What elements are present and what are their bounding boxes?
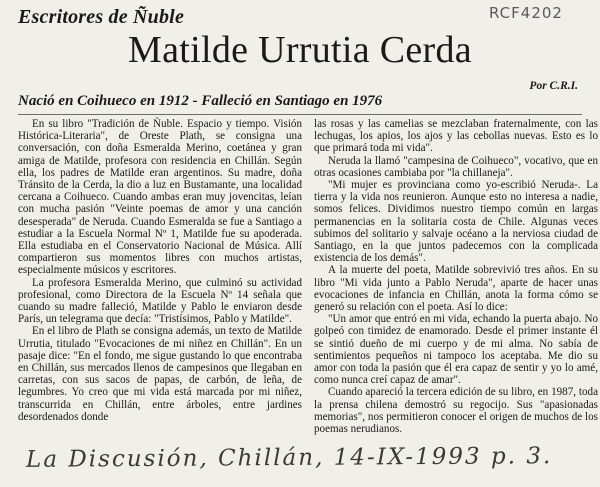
paragraph: "Un amor que entró en mi vida, echando la puerta abajo. No golpeó con timidez de enamorado. Desde el primer instante él se sintió dueño de mi cuerpo y de mi alma. No sabía de sentimientos pequeños ni tampoco los aceptaba. Me dio su amor con toda la pasión que él era capaz de sentir y yo lo amé, como nunca creí capaz de amar". <box>314 313 598 387</box>
paragraph: "Mi mujer es provinciana como yo-escribió Neruda-. La tierra y la vida nos reunieron. Aunque esto no interesa a nadie, somos felices. Dividimos nuestro tiempo común en largas permanencias en la solitaria costa de Chile. Algunas veces subimos del solitario y salvaje océano a la nerviosa ciudad de Santiago, en la que juntos padecemos con la complicada existencia de los demás". <box>314 179 598 265</box>
divider <box>18 114 582 115</box>
article-subtitle: Nació en Coihueco en 1912 - Falleció en Santiago en 1976 <box>18 93 383 109</box>
left-column <box>18 118 302 423</box>
byline: Por C.R.I. <box>529 80 578 92</box>
handwritten-source-note: La Discusión, Chillán, 14-IX-1993 p. 3. <box>25 443 553 473</box>
paragraph: La profesora Esmeralda Merino, que culminó su actividad profesional, como Directora de la Escuela Nº 14 señala que cuando su madre falleció, Matilde y Pablo le enviaron desde París, un telegrama que decía: "Tristísimos, Pablo y Matilde". <box>18 276 302 326</box>
paragraph: A la muerte del poeta, Matilde sobrevivió tres años. En su libro "Mi vida junto a Pablo Neruda", aparte de hacer unas evocaciones de infancia en Chillán, anota la forma cómo se generó su relación con el poeta. Así lo dice: <box>314 264 598 314</box>
section-heading: Escritores de Ñuble <box>18 6 185 28</box>
article-title: Matilde Urrutia Cerda <box>128 29 472 71</box>
right-column <box>314 118 598 435</box>
paragraph: En el libro de Plath se consigna además, un texto de Matilde Urrutia, titulado "Evocaciones de mi niñez en Chillán". En un pasaje dice: "En el fondo, me sigue gustando lo que encontraba en Chillán, sus mercados llenos de campesinos que llegaban en carretas, con sus sacos de papas, de carbón, de leña, de legumbres. Yo creo que mi vida está marcada por mi niñez, transcurrida en Chillán, entre árboles, entre jardines desordenados donde <box>18 325 302 423</box>
paragraph: Cuando apareció la tercera edición de su libro, en 1987, toda la prensa chilena demostró su regocijo. Sus "apasionadas memorias", nos permitieron conocer el origen de muchos de los poemas nerudianos. <box>314 386 598 436</box>
archive-stamp: RCF4202 <box>489 4 563 22</box>
paragraph: Neruda la llamó "campesina de Coihueco", vocativo, que en otras ocasiones cambiaba por "la chillaneja". <box>314 154 598 179</box>
paragraph: En su libro "Tradición de Ñuble. Espacio y tiempo. Visión Histórica-Literaria", de Oreste Plath, se consigna una conversación, con doña Esmeralda Merino, coetánea y gran amiga de Matilde, profesora con residencia en Chillán. Según ella, los padres de Matilde eran argentinos. Su madre, doña Tránsito de la Cerda, la dio a luz en Bustamante, una localidad cercana a Coihueco. Cuando ambas eran muy jovencitas, leían con mucha pasión "Veinte poemas de amor y una canción desesperada" de Neruda. Cuando Esmeralda se fue a Santiago a estudiar a la Escuela Normal Nº 1, Matilde fue su apoderada. Ella estudiaba en el Conservatorio Nacional de Música. Allí compartieron sus momentos libres con muchos artistas, especialmente músicos y escritores. <box>18 118 302 277</box>
paragraph-continuation: las rosas y las camelias se mezclaban fraternalmente, con las lechugas, los apios, los ajos y las cebollas nuevas. Esto es lo que primará toda mi vida". <box>314 118 598 155</box>
